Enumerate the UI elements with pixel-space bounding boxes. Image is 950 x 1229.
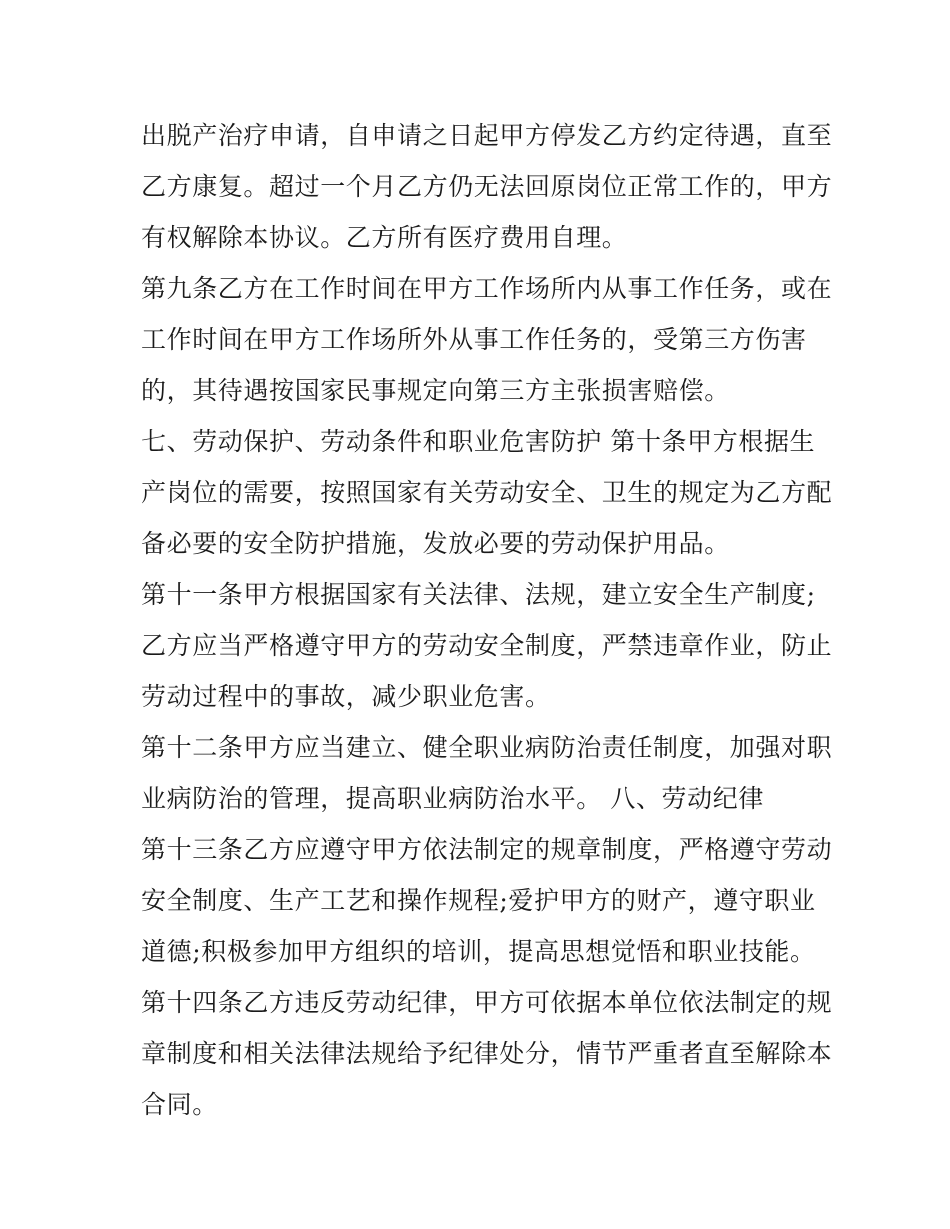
text-line: 第十二条甲方应当建立、健全职业病防治责任制度，加强对职 [141, 733, 833, 762]
text-line: 第十三条乙方应遵守甲方依法制定的规章制度，严格遵守劳动 [141, 835, 833, 864]
text-line: 第十四条乙方违反劳动纪律，甲方可依据本单位依法制定的规 [141, 988, 833, 1017]
text-line: 的，其待遇按国家民事规定向第三方主张损害赔偿。 [141, 376, 730, 405]
text-line: 章制度和相关法律法规给予纪律处分，情节严重者直至解除本 [141, 1039, 833, 1068]
text-line: 第十一条甲方根据国家有关法律、法规，建立安全生产制度; [141, 580, 816, 609]
text-line: 出脱产治疗申请，自申请之日起甲方停发乙方约定待遇，直至 [141, 121, 833, 150]
text-line: 劳动过程中的事故，减少职业危害。 [141, 682, 551, 711]
text-line: 道德;积极参加甲方组织的培训，提高思想觉悟和职业技能。 [141, 937, 816, 966]
text-line: 合同。 [141, 1090, 218, 1119]
text-line: 产岗位的需要，按照国家有关劳动安全、卫生的规定为乙方配 [141, 478, 833, 507]
document-body [141, 110, 833, 1130]
text-line: 第九条乙方在工作时间在甲方工作场所内从事工作任务，或在 [141, 274, 833, 303]
text-line: 有权解除本协议。乙方所有医疗费用自理。 [141, 223, 628, 252]
text-line: 乙方康复。超过一个月乙方仍无法回原岗位正常工作的，甲方 [141, 172, 833, 201]
text-line: 安全制度、生产工艺和操作规程;爱护甲方的财产，遵守职业 [141, 886, 816, 915]
text-line: 七、劳动保护、劳动条件和职业危害防护 第十条甲方根据生 [141, 427, 816, 456]
text-line: 业病防治的管理，提高职业病防治水平。 八、劳动纪律 [141, 784, 764, 813]
text-line: 工作时间在甲方工作场所外从事工作任务的，受第三方伤害 [141, 325, 807, 354]
text-line: 乙方应当严格遵守甲方的劳动安全制度，严禁违章作业，防止 [141, 631, 833, 660]
text-line: 备必要的安全防护措施，发放必要的劳动保护用品。 [141, 529, 730, 558]
